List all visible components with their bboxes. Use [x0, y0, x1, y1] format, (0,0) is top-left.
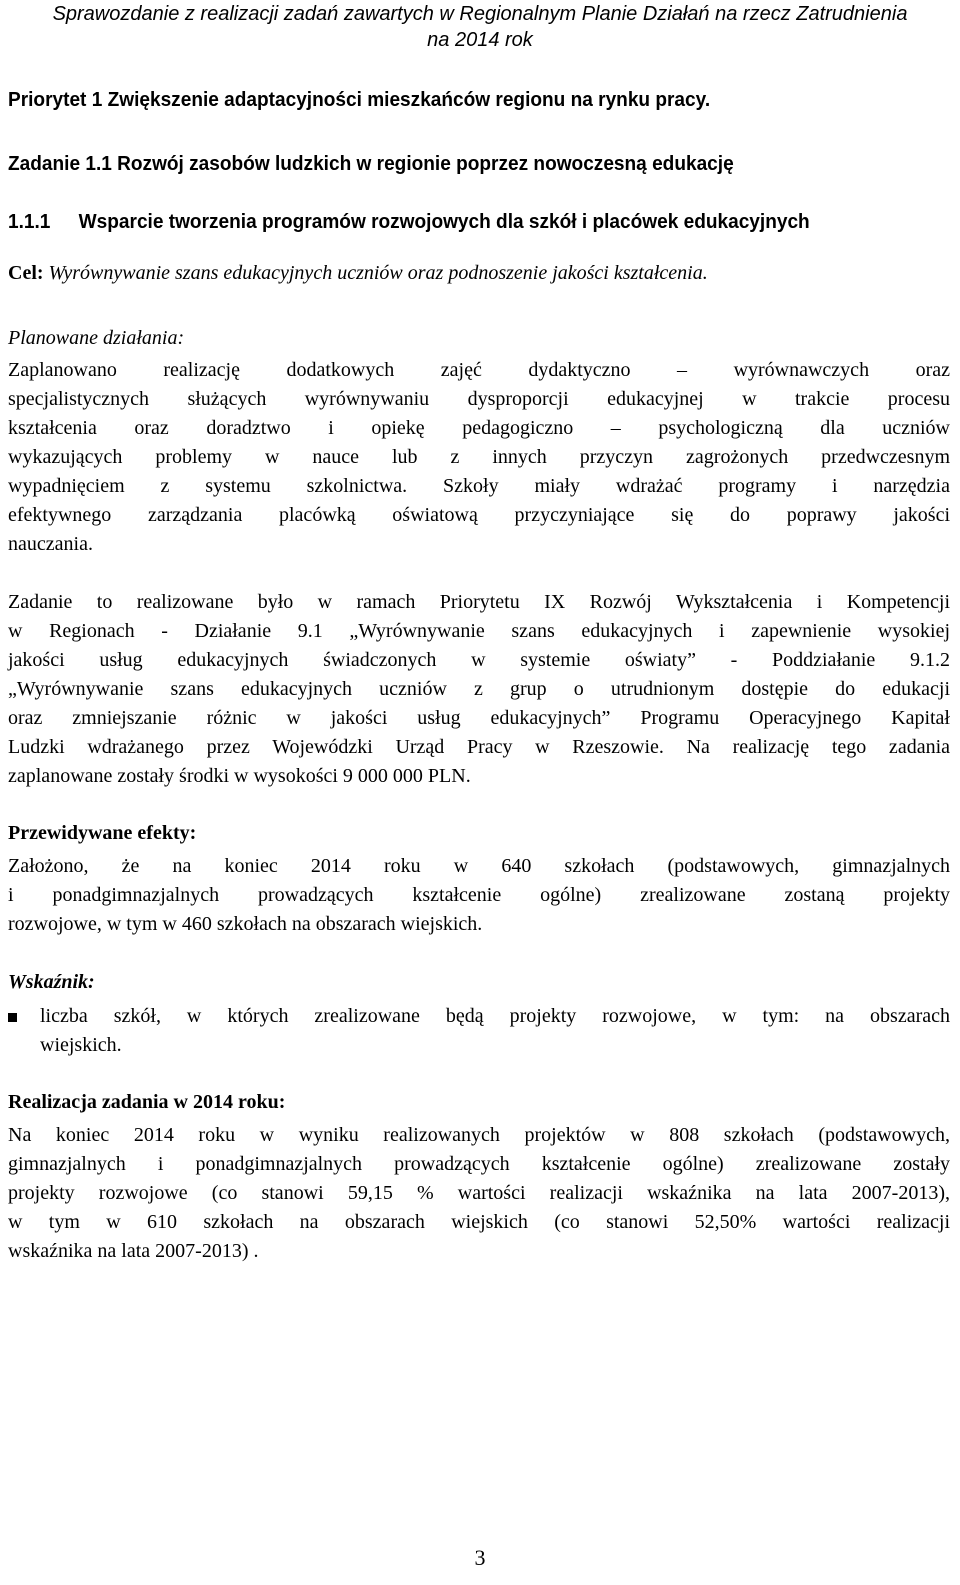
indicator-heading: Wskaźnik:: [8, 971, 95, 993]
paragraph-line: w Regionach - Działanie 9.1 „Wyrównywanie szans edukacyjnych i zapewnienie wysokiej: [8, 620, 950, 642]
effects-heading: Przewidywane efekty:: [8, 822, 197, 844]
indicator-bullet-item: [8, 1002, 950, 1060]
goal-label: Cel:: [8, 262, 44, 284]
paragraph-line: Ludzki wdrażanego przez Wojewódzki Urząd Pracy w Rzeszowie. Na realizację tego zadania: [8, 736, 950, 758]
paragraph-line: nauczania.: [8, 533, 93, 555]
task-heading: Zadanie 1.1 Rozwój zasobów ludzkich w regionie poprzez nowoczesną edukację: [8, 152, 734, 175]
paragraph-line: wypadnięciem z systemu szkolnictwa. Szkoły miały wdrażać programy i narzędzia: [8, 475, 950, 497]
goal-text: Wyrównywanie szans edukacyjnych uczniów oraz podnoszenie jakości kształcenia.: [48, 262, 708, 284]
realization-heading: Realizacja zadania w 2014 roku:: [8, 1091, 286, 1113]
paragraph-line: zaplanowane zostały środki w wysokości 9 000 000 PLN.: [8, 765, 471, 787]
paragraph-line: projekty rozwojowe (co stanowi 59,15 % wartości realizacji wskaźnika na lata 2007-2013),: [8, 1182, 950, 1204]
running-header: [0, 1, 960, 53]
paragraph-line: Zadanie to realizowane było w ramach Priorytetu IX Rozwój Wykształcenia i Kompetencji: [8, 591, 950, 613]
subtask-number: 1.1.1: [8, 210, 51, 233]
running-header-line-2: na 2014 rok: [427, 29, 533, 51]
paragraph-line: wskaźnika na lata 2007-2013) .: [8, 1240, 259, 1262]
planned-paragraph-1: [8, 356, 950, 559]
paragraph-line: jakości usług edukacyjnych świadczonych w systemie oświaty” - Poddziałanie 9.1.2: [8, 649, 950, 671]
square-bullet-icon: [8, 1013, 17, 1022]
paragraph-line: w tym w 610 szkołach na obszarach wiejskich (co stanowi 52,50% wartości realizacji: [8, 1211, 950, 1233]
paragraph-line: gimnazjalnych i ponadgimnazjalnych prowadzących kształcenie ogólne) zrealizowane zostały: [8, 1153, 950, 1175]
paragraph-line: rozwojowe, w tym w 460 szkołach na obszarach wiejskich.: [8, 913, 483, 935]
priority-heading: Priorytet 1 Zwiększenie adaptacyjności mieszkańców regionu na rynku pracy.: [8, 88, 711, 111]
paragraph-line: efektywnego zarządzania placówką oświatową przyczyniające się do poprawy jakości: [8, 504, 950, 526]
goal-line: [8, 262, 708, 285]
subtask-heading: [8, 210, 810, 234]
paragraph-line: „Wyrównywanie szans edukacyjnych uczniów z grup o utrudnionym dostępie do edukacji: [8, 678, 950, 700]
paragraph-line: Zaplanowano realizację dodatkowych zajęć dydaktyczno – wyrównawczych oraz: [8, 359, 950, 381]
paragraph-line: wiejskich.: [40, 1034, 122, 1056]
realization-paragraph: [8, 1121, 950, 1266]
subtask-title: Wsparcie tworzenia programów rozwojowych dla szkół i placówek edukacyjnych: [78, 210, 810, 233]
paragraph-line: liczba szkół, w których zrealizowane będą projekty rozwojowe, w tym: na obszarach: [40, 1005, 950, 1027]
paragraph-line: oraz zmniejszanie różnic w jakości usług edukacyjnych” Programu Operacyjnego Kapitał: [8, 707, 950, 729]
planned-heading: Planowane działania:: [8, 327, 185, 349]
paragraph-line: Na koniec 2014 roku w wyniku realizowanych projektów w 808 szkołach (podstawowych,: [8, 1124, 950, 1146]
planned-paragraph-2: [8, 588, 950, 791]
paragraph-line: i ponadgimnazjalnych prowadzących kształcenie ogólne) zrealizowane zostaną projekty: [8, 884, 950, 906]
paragraph-line: kształcenia oraz doradztwo i opiekę pedagogiczno – psychologiczną dla uczniów: [8, 417, 950, 439]
effects-paragraph: [8, 852, 950, 939]
page-number: 3: [474, 1545, 486, 1570]
paragraph-line: Założono, że na koniec 2014 roku w 640 szkołach (podstawowych, gimnazjalnych: [8, 855, 950, 877]
paragraph-line: wykazujących problemy w nauce lub z innych przyczyn zagrożonych przedwczesnym: [8, 446, 950, 468]
paragraph-line: specjalistycznych służących wyrównywaniu dysproporcji edukacyjnej w trakcie procesu: [8, 388, 950, 410]
indicator-text: [40, 1002, 950, 1060]
running-header-line-1: Sprawozdanie z realizacji zadań zawartych w Regionalnym Planie Działań na rzecz Zatrudnienia: [52, 3, 908, 25]
